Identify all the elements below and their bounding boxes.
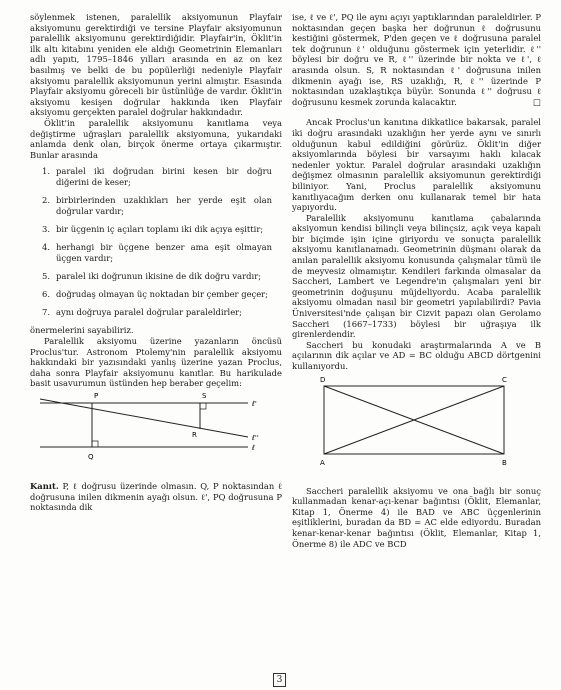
left-paragraph-3: önermelerini sayabiliriz. <box>30 325 134 336</box>
label-d: D <box>320 375 326 384</box>
proof-paragraph <box>30 481 282 513</box>
label-l-double-prime: ℓ'' <box>252 433 259 442</box>
right-paragraph-3: Paralellik aksiyomunu kanıtlama çabalarında aksiyomun kendisi bilinçli veya bilinçsiz, açık veya kapalı bir biçimde işin içine giriyordu ve sonuçta paralellik aksiyomu kanıtlanamadı. Geometrinin düşmanı olarak da anılan paralellik aksiyomu konusunda çalışmalar tümü ile de meyvesiz olmamıştır. Kendileri farkında olmasalar da Saccheri, Lambert ve Legendre'ın çalışmaları yeni bir geometrinin doğuşunu müjdeliyordu. Acaba paralellik aksiyomu olmadan nasıl bir geometri yapılabilirdi? Pavia Üniversitesi'nde çalışan bir Cizvit papazı olan Gerolamo Saccheri (1667–1733) böylesi bir uğraşıya ilk girenlerdendir. <box>292 212 541 340</box>
proclus-figure <box>30 389 282 471</box>
list-item <box>30 166 282 187</box>
qed-symbol: □ <box>533 96 541 107</box>
right-angle-mark-q <box>92 441 98 447</box>
list-item <box>30 242 282 263</box>
list-item-text: bir üçgenin iç açıları toplamı iki dik açıya eşittir; <box>56 223 264 234</box>
label-l: ℓ <box>252 443 255 452</box>
list-item <box>30 271 282 282</box>
right-paragraph-5: Saccheri paralellik aksiyomu ve ona bağlı bir sonuç kullanmadan kenar-açı-kenar bağıntısı (Öklit, Elemanlar, Kitap 1, Önerme 4) ile BAD ve ABC üçgenlerinin eşitliklerini, buradan da BD = AC elde ediyordu. Buradan kenar-kenar-kenar bağıntısı (Öklit, Elemanlar, Kitap 1, Önerme 8) ile ADC ve BCD <box>292 485 541 549</box>
list-item-number: 1. <box>42 166 50 177</box>
label-r: R <box>192 430 197 439</box>
list-item <box>30 195 282 216</box>
equivalent-statements-list <box>30 166 282 318</box>
list-item-text: doğrudaş olmayan üç noktadan bir çember geçer; <box>56 289 269 300</box>
list-item-number: 3. <box>42 223 50 234</box>
label-c: C <box>502 375 507 384</box>
left-column <box>30 12 282 513</box>
list-item-text: birbirlerinden uzaklıkları her yerde eşit olan doğrular vardır; <box>56 195 272 216</box>
label-l-prime: ℓ' <box>252 399 257 408</box>
page-number: 3 <box>273 673 286 687</box>
right-paragraph-2: Ancak Proclus'un kanıtına dikkatlice bakarsak, paralel iki doğru arasındaki uzaklığın her yerde aynı ve sınırlı olduğunun kabul edildiğini görürüz. Öklit'in diğer aksiyomlarında böylesi bir varsayımı haklı kılacak nedenler yoktur. Paralel doğrular arasındaki uzaklığın değişmez olmasının paralellik aksiyomunun gerektirdiği biliniyor. Yani, Proclus paralellik aksiyomunu kanıtlıyacağım derken onu kullanarak temel bir hata yapıyordu. <box>292 117 541 213</box>
label-b: B <box>502 458 507 467</box>
right-angle-mark-s <box>200 403 206 409</box>
list-item-number: 7. <box>42 307 50 318</box>
left-paragraph-2: Öklit'in paralellik aksiyomunu kanıtlama veya değiştirme uğraşları paralellik aksiyomuna, yukarıdaki anlamda denk olan, birçok önerme ortaya çıkarmıştır. Bunlar arasında <box>30 117 282 160</box>
list-item-number: 5. <box>42 270 50 281</box>
label-s: S <box>202 391 207 400</box>
list-item-number: 2. <box>42 195 50 206</box>
label-a: A <box>320 458 325 467</box>
saccheri-quadrilateral-figure <box>292 372 541 476</box>
right-column <box>292 12 541 549</box>
list-item <box>30 289 282 300</box>
proof-text: P, ℓ doğrusu üzerinde olmasın. Q, P noktasından ℓ doğrusuna inilen dikmenin ayağı olsun. ℓ', PQ doğrusuna P noktasında dik <box>30 480 282 513</box>
list-item <box>30 307 282 318</box>
list-item <box>30 224 282 235</box>
label-p: P <box>94 391 99 400</box>
list-item-text: aynı doğruya paralel doğrular paraleldirler; <box>56 307 243 318</box>
left-paragraph-1: söylenmek istenen, paralellik aksiyomunun Playfair aksiyomunu gerektirdiği ve tersine Playfair aksiyomunun paralellik aksiyomunu gerektirdiğidir. Playfair'in, Öklit'in ilk altı kitabını yeniden ele aldığı Geometrinin Elemanları adlı yapıtı, 1795–1846 yılları arasında en az on kez basılmış ve belki de bu popülerliği nedeniyle Playfair aksiyomu paralellik aksiyomunun yerini almıştır. Esasında Playfair aksiyomu göreceli bir üstünlüğe de vardır. Öklit'in aksiyomu kesişen doğrular hakkında iken Playfair aksiyomu gerçekten paralel doğrular hakkındadır. <box>30 12 282 118</box>
left-paragraph-4: Paralellik aksiyomu üzerine yazanların öncüsü Proclus'tur. Astronom Ptolemy'nin paralellik aksiyomu hakkındaki bir yazısındaki yanlış üzerine yazan Proclus, daha sonra Playfair aksiyomunu kanıtlar. Bu harikulade basit usavurumun üstünden hep beraber geçelim: <box>30 336 282 389</box>
label-q: Q <box>88 452 94 461</box>
list-item-number: 6. <box>42 289 50 300</box>
right-paragraph-4: Saccheri bu konudaki araştırmalarında A ve B açılarının dik açılar ve AD = BC olduğu ABCD dörtgenini kullanıyordu. <box>292 339 541 371</box>
right-paragraph-1-text: ise, ℓ ve ℓ', PQ ile aynı açıyı yaptıklarından paraleldirler. P noktasından geçen başka her doğrunun ℓ doğrusunu kestiğini göstermek, P'den geçen ve ℓ doğrusuna paralel tek doğrunun ℓ' olduğunu göstermek için yeterlidir. ℓ'' böylesi bir doğru ve R, ℓ'' üzerinde bir nokta ve ℓ', ℓ arasında olsun. S, R noktasından ℓ' doğrusuna inilen dikmenin ayağı ise, RS uzaklığı, R, ℓ'' üzerinde P noktasından uzaklaştıkça büyür. Sonunda ℓ'' doğrusu ℓ doğrusunu kesmek zorunda kalacaktır. <box>292 12 541 107</box>
line-l-double-prime <box>40 399 248 437</box>
list-item-number: 4. <box>42 242 50 253</box>
proof-title: Kanıt. <box>30 480 59 491</box>
list-item-text: herhangi bir üçgene benzer ama eşit olmayan üçgen vardır; <box>56 242 272 263</box>
right-paragraph-1 <box>292 12 541 107</box>
list-item-text: paralel iki doğrunun ikisine de dik doğru vardır; <box>56 270 262 281</box>
list-item-text: paralel iki doğrudan birini kesen bir doğru diğerini de keser; <box>56 166 272 187</box>
